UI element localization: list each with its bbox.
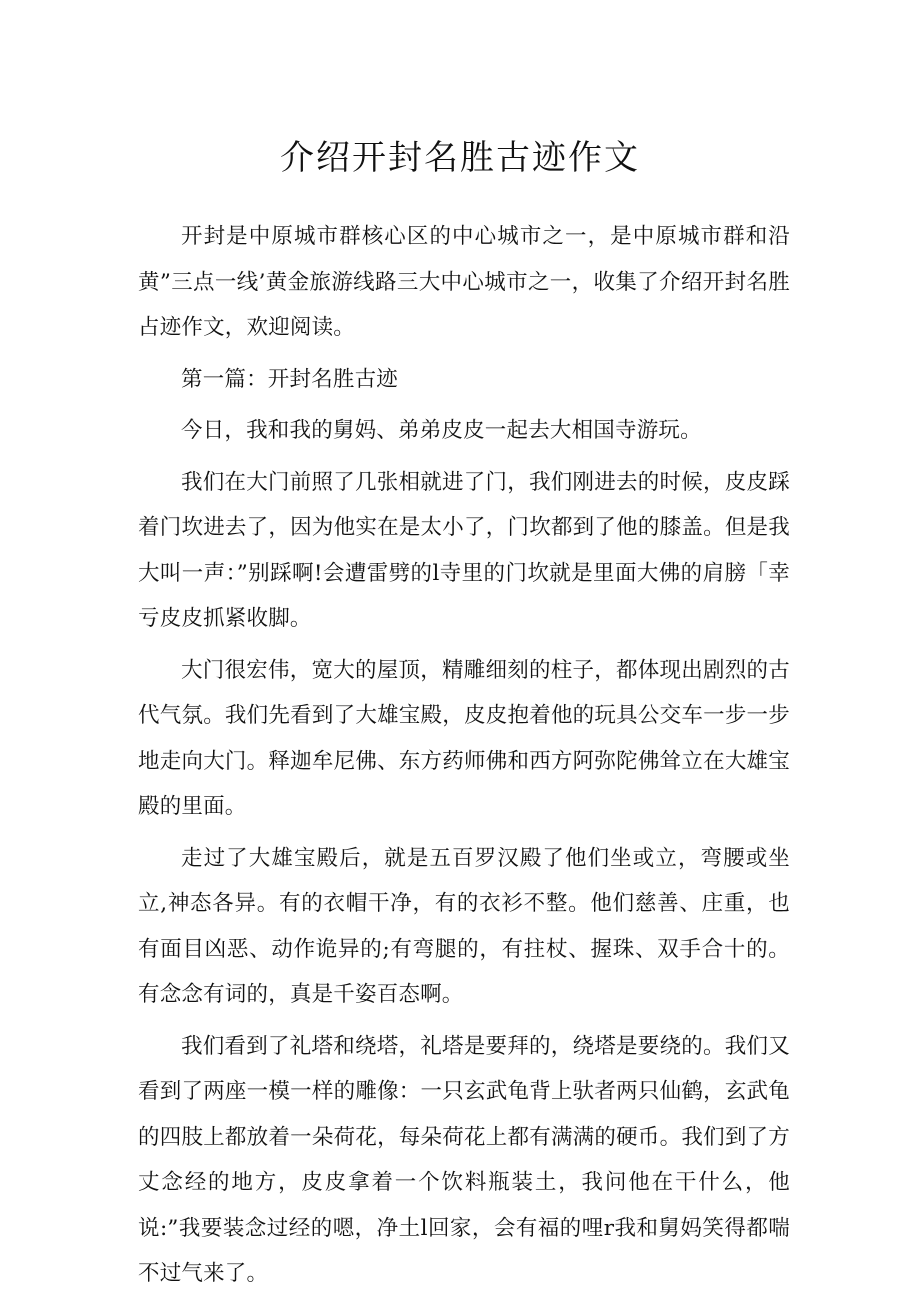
intro-paragraph: 开封是中原城市群核心区的中心城市之一，是中原城市群和沿黄”三点一线’黄金旅游线路三大中心城市之一，收集了介绍开封名胜占迹作文，欢迎阅读。 (138, 224, 790, 340)
body-paragraph: 我们在大门前照了几张相就进了门，我们刚进去的时候，皮皮踩着门坎进去了，因为他实在是太小了，门坎都到了他的膝盖。但是我大叫一声：”别踩啊!会遭雷劈的l寺里的门坎就是里面大佛的肩膀「幸亏皮皮抓紧收脚。 (138, 469, 790, 631)
body-paragraph: 我们看到了礼塔和绕塔，礼塔是要拜的，绕塔是要绕的。我们又看到了两座一模一样的雕像：一只玄武龟背上驮者两只仙鹤，玄武龟的四肢上都放着一朵荷花，每朵荷花上都有满满的硬币。我们到了方丈念经的地方，皮皮拿着一个饮料瓶装土，我问他在干什么，他说:”我要装念过经的嗯，净土l回家，会有福的哩r我和舅妈笑得都喘不过气来了。 (138, 1033, 790, 1286)
body-paragraph: 大门很宏伟，宽大的屋顶，精雕细刻的柱子，都体现出剧烈的古代气氛。我们先看到了大雄宝殿，皮皮抱着他的玩具公交车一步一步地走向大门。释迦牟尼佛、东方药师佛和西方阿弥陀佛耸立在大雄宝殿的里面。 (138, 657, 790, 819)
section-heading: 第一篇：开封名胜古迹 (181, 366, 399, 392)
body-paragraph: 走过了大雄宝殿后，就是五百罗汉殿了他们坐或立，弯腰或坐立,神态各异。有的衣帽干净，有的衣衫不整。他们慈善、庄重，也有面目凶恶、动作诡异的;有弯腿的，有拄杖、握珠、双手合十的。有念念有词的，真是千姿百态啊。 (138, 845, 790, 1007)
article-body (138, 214, 790, 1297)
body-paragraph: 今日，我和我的舅妈、弟弟皮皮一起去大相国寺游玩。 (181, 418, 702, 443)
page-title: 介绍开封名胜古迹作文 (280, 138, 640, 178)
